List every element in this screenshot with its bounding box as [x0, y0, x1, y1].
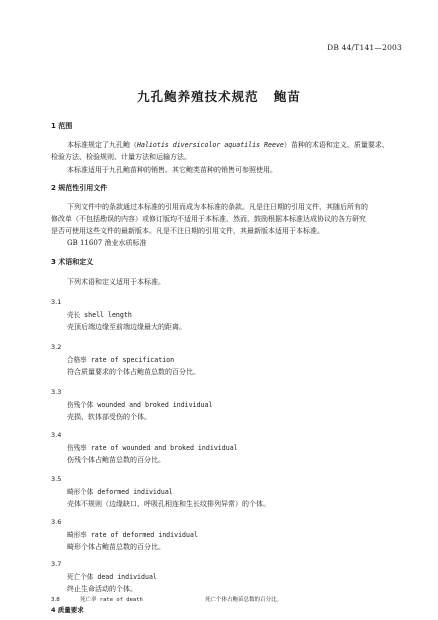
section-1-paragraph-2: 本标准适用于九孔鲍苗种的销售。其它鲍类苗种的销售可参照使用。	[67, 166, 277, 174]
scope-text-after: ）苗种的术语和定义、质量要求、	[283, 141, 389, 149]
term-definition: 壳损、软体部受伤的个体。	[67, 413, 151, 421]
section-2-line-3: 是否可使用这些文件的最新版本。凡是不注日期的引用文件，其最新版本适用于本标准。	[51, 227, 324, 235]
term-name: 壳长 shell length	[67, 311, 132, 319]
term-definition: 伤残个体占鲍苗总数的百分比。	[67, 456, 165, 464]
term-definition: 死亡个体占鲍苗总数的百分比。	[205, 597, 283, 603]
term-number: 3.8	[51, 597, 60, 603]
term-number: 3.2	[51, 343, 62, 351]
section-3-intro: 下列术语和定义适用于本标准。	[67, 278, 165, 286]
term-name: 死亡个体 dead individual	[67, 573, 157, 581]
term-definition: 壳顶后端边缘至前端边缘最大的距离。	[67, 323, 186, 331]
term-name: 畸形个体 deformed individual	[67, 488, 173, 496]
term-definition: 终止生命活动的个体。	[67, 585, 137, 593]
scope-text-before: 本标准规定了九孔鲍（	[67, 141, 137, 149]
section-1-paragraph-1-line-1	[67, 141, 389, 150]
section-3-heading: 3 术语和定义	[51, 258, 94, 266]
section-1-paragraph-1-line-2: 检验方法、检验规则、计量方法和运输方法。	[51, 153, 191, 161]
term-number: 3.6	[51, 518, 62, 526]
term-number: 3.5	[51, 475, 62, 483]
term-name: 死亡率 rate of death	[80, 597, 143, 603]
section-2-line-2: 修改单（不包括勘误的内容）或修订版均不适用于本标准，然而，鼓励根据本标准达成协议的各方研究	[51, 215, 366, 223]
term-name: 畸形率 rate of deformed individual	[67, 531, 198, 539]
document-id: DB 44/T141—2003	[327, 43, 402, 52]
term-number: 3.4	[51, 431, 62, 439]
term-name: 伤残率 rate of wounded and broked individual	[67, 444, 238, 452]
term-number: 3.7	[51, 560, 62, 568]
term-name: 伤残个体 wounded and broked individual	[67, 401, 213, 409]
scientific-name: Haliotis diversicolor aquatilis Reeve	[137, 141, 284, 149]
section-2-line-1: 下列文件中的条款通过本标准的引用而成为本标准的条款。凡是注日期的引用文件，其随后所有的	[67, 203, 368, 211]
normative-reference: GB 11607 渔业水质标准	[67, 239, 147, 247]
section-1-heading: 1 范围	[51, 122, 73, 130]
document-title: 九孔鲍养殖技术规范 鲍苗	[137, 89, 301, 104]
term-definition: 符合质量要求的个体占鲍苗总数的百分比。	[67, 368, 200, 376]
section-4-heading: 4 质量要求	[51, 606, 84, 614]
term-definition: 壳体不规则（边缘缺口、呼吸孔相连和生长纹排列异常）的个体。	[67, 500, 270, 508]
section-2-heading: 2 规范性引用文件	[51, 184, 108, 192]
term-name: 合格率 rate of specification	[67, 356, 175, 364]
term-number: 3.1	[51, 298, 62, 306]
term-number: 3.3	[51, 388, 62, 396]
term-definition: 畸形个体占鲍苗总数的百分比。	[67, 543, 165, 551]
